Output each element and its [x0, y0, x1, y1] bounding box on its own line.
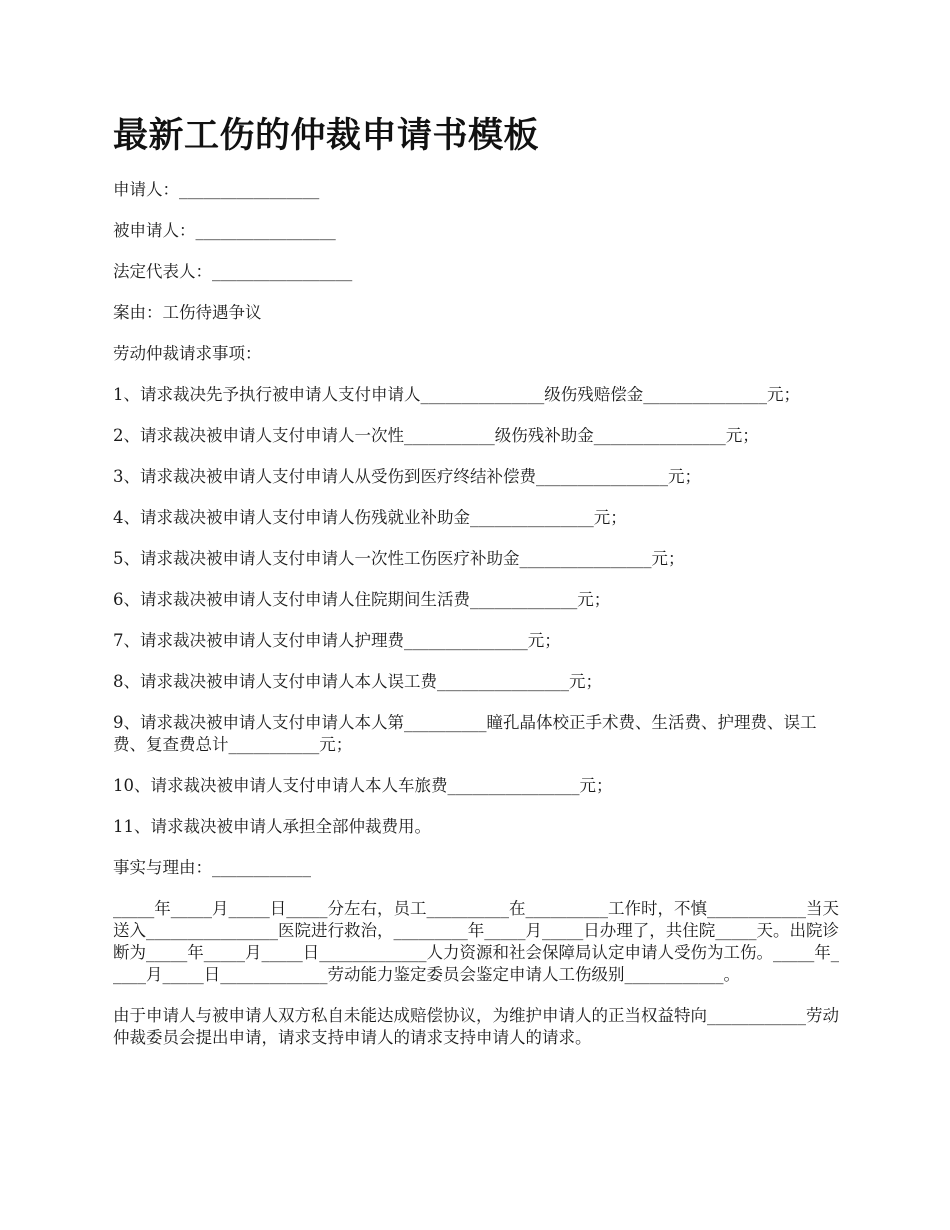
claim-item-8: 8、请求裁决被申请人支付申请人本人误工费________________元； — [113, 672, 602, 691]
claim-item-5: 5、请求裁决被申请人支付申请人一次性工伤医疗补助金________________元； — [113, 549, 685, 568]
claim-item-3: 3、请求裁决被申请人支付申请人从受伤到医疗终结补偿费________________元； — [113, 467, 701, 486]
claim-item-7: 7、请求裁决被申请人支付申请人护理费_______________元； — [113, 631, 561, 650]
claim-item-10: 10、请求裁决被申请人支付申请人本人车旅费________________元； — [113, 776, 613, 795]
case-cause-line: 案由：工伤待遇争议 — [113, 303, 262, 322]
claim-item-1: 1、请求裁决先予执行被申请人支付申请人_______________级伤残赔偿金_______________元； — [113, 385, 800, 404]
claim-item-11: 11、请求裁决被申请人承担全部仲裁费用。 — [113, 817, 431, 836]
respondent-line: 被申请人：_________________ — [113, 221, 336, 240]
document-page — [113, 110, 840, 1068]
claim-item-9: 9、请求裁决被申请人支付申请人本人第__________瞳孔晶体校正手术费、生活费、护理费、误工费、复查费总计___________元； — [113, 713, 817, 754]
document-title: 最新工伤的仲裁申请书模板 — [113, 116, 540, 156]
claim-item-2: 2、请求裁决被申请人支付申请人一次性___________级伤残补助金________________元； — [113, 426, 759, 445]
applicant-line: 申请人：_________________ — [113, 180, 320, 199]
claim-item-4: 4、请求裁决被申请人支付申请人伤残就业补助金_______________元； — [113, 508, 627, 527]
arbitration-claims-heading: 劳动仲裁请求事项： — [113, 344, 262, 363]
facts-and-reasons-heading: 事实与理由：____________ — [113, 858, 311, 877]
claim-item-6: 6、请求裁决被申请人支付申请人住院期间生活费_____________元； — [113, 590, 611, 609]
facts-paragraph: _____年_____月_____日_____分左右，员工__________在__________工作时，不慎____________当天送入________________医院进行救治，_________年_____月_____日办理了，共住院_____天。出院诊断为_____年_____月_____日_____________人力资源和社会保障局认定申请人受伤为工伤。_____年_____月_____日_____________劳动能力鉴定委员会鉴定申请人工伤级别____________。 — [113, 899, 839, 984]
closing-paragraph: 由于申请人与被申请人双方私自未能达成赔偿协议，为维护申请人的正当权益特向____________劳动仲裁委员会提出申请，请求支持申请人的请求支持申请人的请求。 — [113, 1006, 839, 1047]
legal-representative-line: 法定代表人：_________________ — [113, 262, 353, 281]
